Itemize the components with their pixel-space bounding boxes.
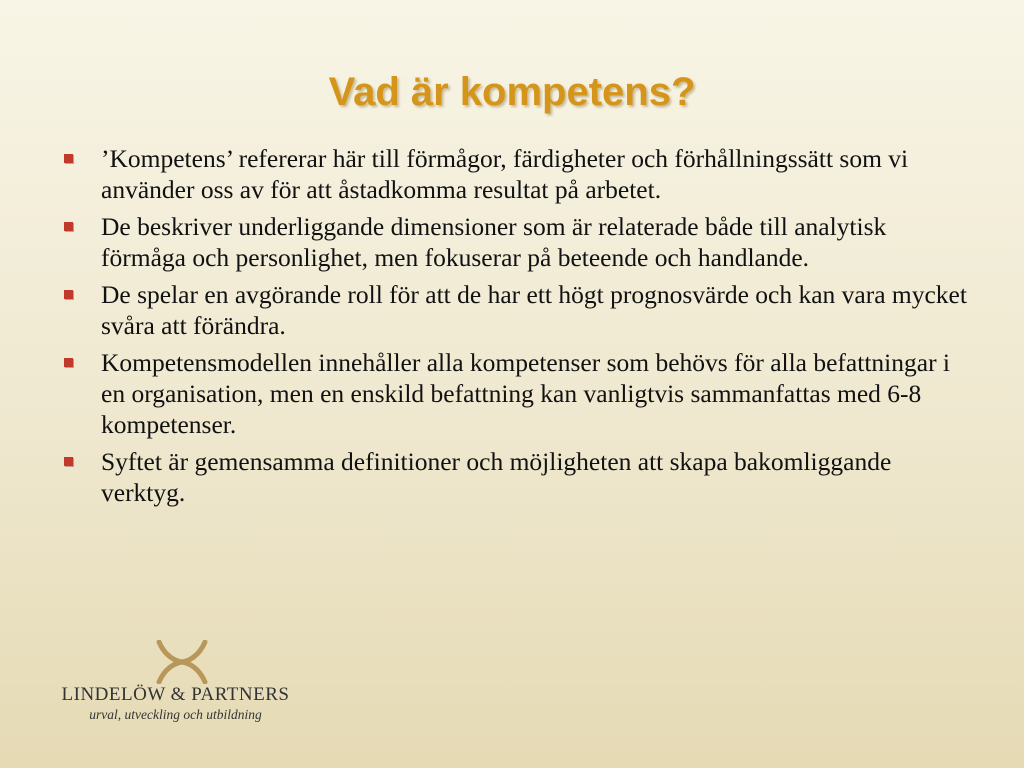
logo-tagline: urval, utveckling och utbildning bbox=[89, 707, 262, 722]
bullet-text: ’Kompetens’ refererar här till förmågor, färdigheter och förhållningssätt som vi använder oss av för att åstadkomma resultat på arbetet. bbox=[101, 144, 909, 204]
bullet-text: Syftet är gemensamma definitioner och möjligheten att skapa bakomliggande verktyg. bbox=[101, 447, 892, 507]
square-bullet-icon bbox=[64, 358, 73, 367]
slide-title: Vad är kompetens? bbox=[328, 70, 696, 114]
lindelow-x-symbol-icon bbox=[155, 640, 209, 684]
square-bullet-icon bbox=[64, 154, 73, 163]
company-logo bbox=[48, 640, 303, 720]
bullet-text: De beskriver underliggande dimensioner som är relaterade både till analytisk förmåga och personlighet, men fokuserar på beteende och handlande. bbox=[101, 212, 887, 272]
bullet-text: De spelar en avgörande roll för att de har ett högt prognosvärde och kan vara mycket svåra att förändra. bbox=[101, 280, 967, 340]
square-bullet-icon bbox=[64, 290, 73, 299]
square-bullet-icon bbox=[64, 222, 73, 231]
bullet-item bbox=[62, 446, 972, 508]
logo-name: LINDELÖW & PARTNERS bbox=[61, 684, 290, 705]
bullet-item bbox=[62, 347, 972, 440]
bullet-item bbox=[62, 211, 972, 273]
bullet-text: Kompetensmodellen innehåller alla kompetenser som behövs för alla befattningar i en organisation, men en enskild befattning kan vanligtvis sammanfattas med 6-8 kompetenser. bbox=[101, 348, 951, 439]
bullet-item bbox=[62, 143, 972, 205]
bullet-item bbox=[62, 279, 972, 341]
square-bullet-icon bbox=[64, 457, 73, 466]
bullet-list bbox=[62, 143, 972, 514]
